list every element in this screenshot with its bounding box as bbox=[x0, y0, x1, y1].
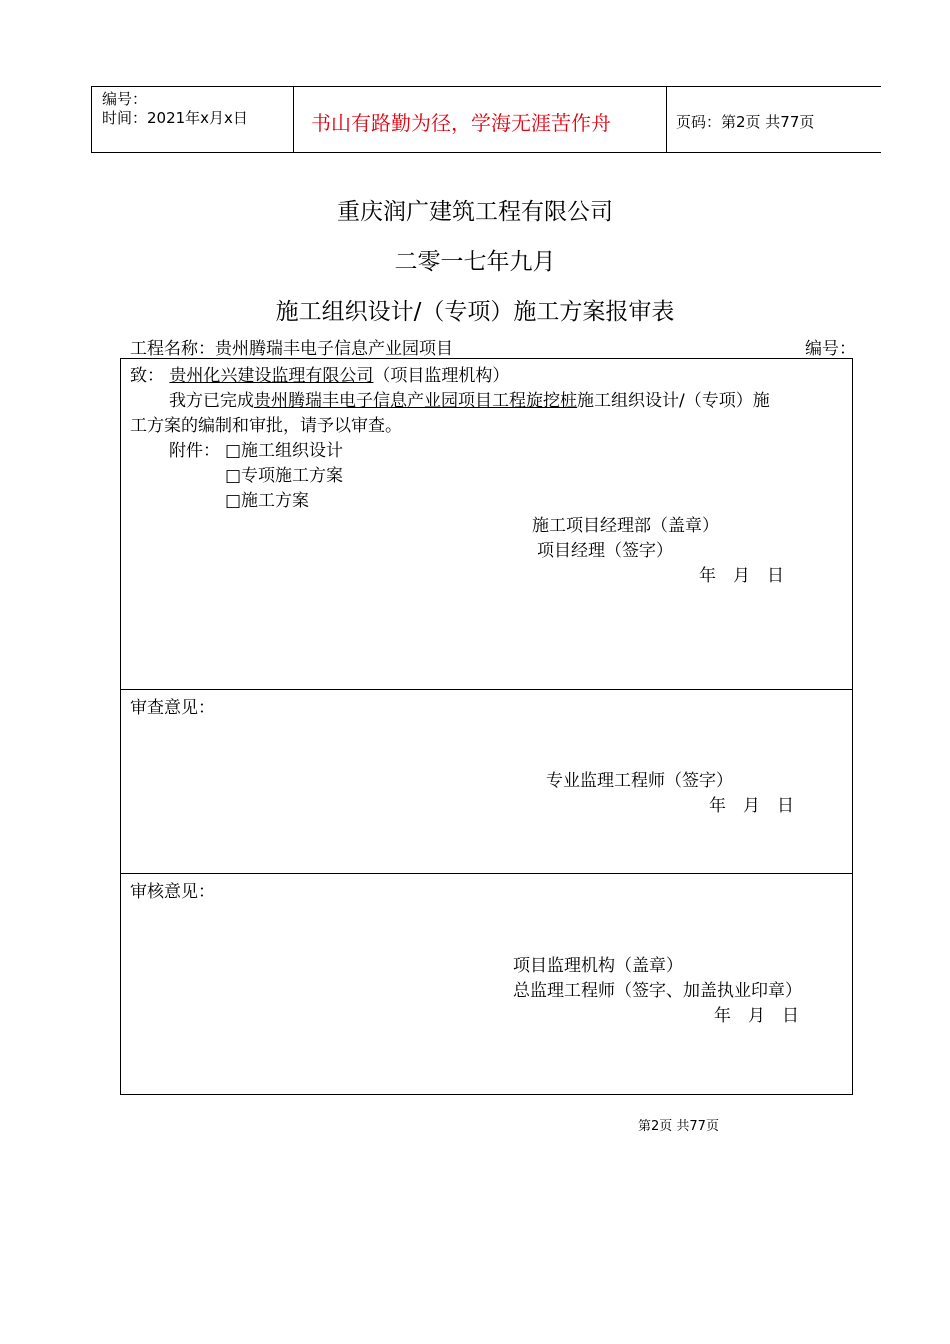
divider-1 bbox=[121, 689, 852, 690]
header-cell-page bbox=[666, 87, 882, 152]
code-label: 编号： bbox=[102, 90, 148, 108]
body-project: 贵州腾瑞丰电子信息产业园项目工程旋挖桩 bbox=[254, 391, 577, 411]
addressee-line bbox=[130, 361, 509, 386]
date-line: 年 月 日 bbox=[714, 1006, 799, 1026]
form-title: 施工组织设计/（专项）施工方案报审表 bbox=[275, 299, 675, 325]
audit-label: 审核意见： bbox=[130, 882, 215, 902]
body-suffix: 施工组织设计/（专项）施 bbox=[577, 391, 770, 411]
page-label: 页码：第2页 共77页 bbox=[676, 113, 815, 131]
motto-text: 书山有路勤为径，学海无涯苦作舟 bbox=[311, 111, 611, 135]
attachment-item: □专项施工方案 bbox=[225, 466, 344, 486]
date-title: 二零一七年九月 bbox=[394, 249, 556, 275]
attachment-item: □施工方案 bbox=[225, 491, 310, 511]
page-footer: 第2页 共77页 bbox=[638, 1119, 719, 1134]
divider-2 bbox=[121, 873, 852, 874]
body-prefix: 我方已完成 bbox=[169, 391, 254, 411]
company-title: 重庆润广建筑工程有限公司 bbox=[337, 199, 613, 225]
sign-chief: 总监理工程师（签字、加盖执业印章） bbox=[513, 981, 802, 1001]
header-cell-motto bbox=[293, 87, 667, 152]
date-line: 年 月 日 bbox=[709, 796, 794, 816]
sign-org: 项目监理机构（盖章） bbox=[513, 956, 683, 976]
to-org: 贵州化兴建设监理有限公司 bbox=[169, 366, 374, 386]
header-cell-meta bbox=[92, 87, 294, 152]
header-table bbox=[91, 86, 881, 153]
attachments-label: 附件： bbox=[169, 441, 220, 461]
review-label: 审查意见： bbox=[130, 698, 215, 718]
to-prefix: 致： bbox=[130, 366, 164, 386]
body-line-2: 工方案的编制和审批，请予以审查。 bbox=[130, 416, 402, 436]
to-suffix: （项目监理机构） bbox=[373, 366, 510, 386]
body-line-1 bbox=[169, 386, 770, 411]
date-line: 年 月 日 bbox=[699, 566, 784, 586]
sign-dept: 施工项目经理部（盖章） bbox=[532, 516, 719, 536]
sign-engineer: 专业监理工程师（签字） bbox=[546, 771, 733, 791]
sign-manager: 项目经理（签字） bbox=[537, 541, 673, 561]
project-name: 工程名称：贵州腾瑞丰电子信息产业园项目 bbox=[130, 339, 453, 359]
time-label: 时间：2021年x月x日 bbox=[102, 109, 248, 127]
attachment-item: □施工组织设计 bbox=[225, 441, 344, 461]
review-form bbox=[120, 358, 853, 1095]
project-code-label: 编号： bbox=[805, 339, 856, 359]
